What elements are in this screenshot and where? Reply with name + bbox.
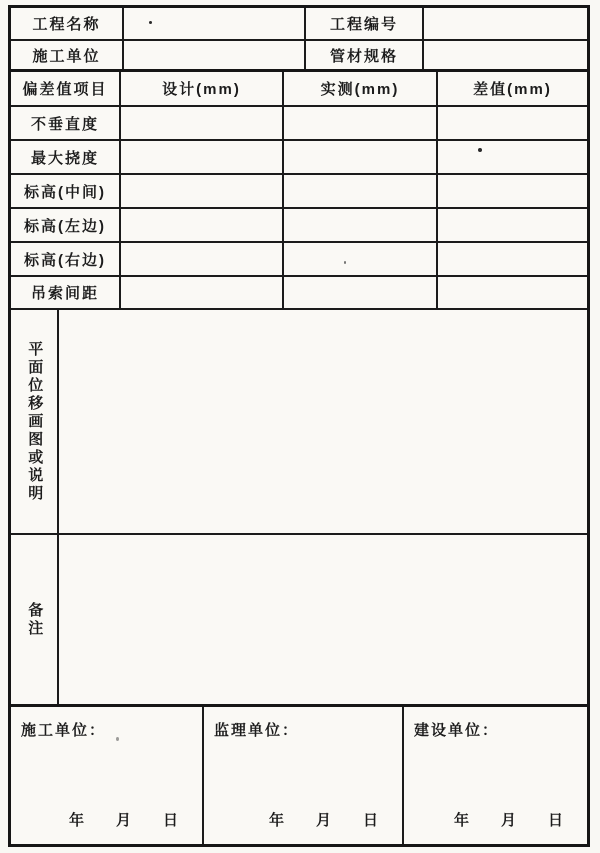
pipe-spec-value-cell[interactable] (424, 41, 587, 69)
day-label: 日 (362, 812, 378, 829)
plane-displacement-section (11, 310, 587, 535)
row-label: 标高(左边) (11, 209, 121, 241)
scan-speck (478, 148, 482, 152)
difference-cell[interactable] (438, 141, 587, 173)
measured-cell[interactable] (284, 107, 438, 139)
table-row-elevation-middle (11, 175, 587, 209)
measured-cell[interactable] (284, 277, 438, 308)
construction-date-line (11, 809, 202, 844)
design-cell[interactable] (121, 175, 284, 207)
supervision-date-line (204, 809, 402, 844)
project-number-label: 工程编号 (306, 8, 424, 39)
measured-header: 实测(mm) (284, 72, 438, 105)
owner-date-line (404, 809, 587, 844)
project-name-label: 工程名称 (11, 8, 124, 39)
design-cell[interactable] (121, 209, 284, 241)
construction-signature-label: 施工单位： (21, 722, 107, 739)
design-header: 设计(mm) (121, 72, 284, 105)
row-label: 吊索间距 (11, 277, 121, 308)
month-label: 月 (315, 812, 331, 829)
deviation-header-row (11, 72, 587, 107)
pipe-spec-label: 管材规格 (306, 41, 424, 69)
month-label: 月 (500, 812, 516, 829)
row-label: 不垂直度 (11, 107, 121, 139)
table-row-verticality (11, 107, 587, 141)
row-label: 标高(右边) (11, 243, 121, 275)
scan-speck (116, 737, 119, 741)
construction-unit-label: 施工单位 (11, 41, 124, 69)
scan-speck (149, 21, 152, 24)
year-label: 年 (453, 812, 469, 829)
supervision-signature-cell[interactable] (204, 707, 404, 844)
scan-speck (344, 261, 346, 264)
day-label: 日 (162, 812, 178, 829)
difference-cell[interactable] (438, 107, 587, 139)
design-cell[interactable] (121, 107, 284, 139)
table-row-elevation-right (11, 243, 587, 277)
signature-row (11, 707, 587, 844)
difference-cell[interactable] (438, 277, 587, 308)
row-label: 标高(中间) (11, 175, 121, 207)
month-label: 月 (115, 812, 131, 829)
remarks-label: 备注 (26, 601, 44, 638)
plane-displacement-label: 平面位移画图或说明 (26, 340, 44, 503)
design-cell[interactable] (121, 141, 284, 173)
measured-cell[interactable] (284, 243, 438, 275)
row-label: 最大挠度 (11, 141, 121, 173)
measured-cell[interactable] (284, 209, 438, 241)
plane-displacement-label-cell (11, 310, 59, 533)
table-row-sling-spacing (11, 277, 587, 310)
info-row-project (11, 8, 587, 41)
plane-displacement-area[interactable] (59, 310, 587, 533)
year-label: 年 (268, 812, 284, 829)
owner-signature-cell[interactable] (404, 707, 587, 844)
year-label: 年 (68, 812, 84, 829)
table-row-elevation-left (11, 209, 587, 243)
design-cell[interactable] (121, 243, 284, 275)
owner-signature-label: 建设单位： (414, 722, 500, 739)
project-number-value-cell[interactable] (424, 8, 587, 39)
remarks-section (11, 535, 587, 707)
measured-cell[interactable] (284, 141, 438, 173)
design-cell[interactable] (121, 277, 284, 308)
remarks-label-cell (11, 535, 59, 704)
deviation-item-header: 偏差值项目 (11, 72, 121, 105)
difference-cell[interactable] (438, 243, 587, 275)
info-row-unit (11, 41, 587, 72)
construction-signature-cell[interactable] (11, 707, 204, 844)
construction-unit-value-cell[interactable] (124, 41, 306, 69)
difference-cell[interactable] (438, 209, 587, 241)
measured-cell[interactable] (284, 175, 438, 207)
difference-header: 差值(mm) (473, 81, 552, 98)
day-label: 日 (547, 812, 563, 829)
difference-cell[interactable] (438, 175, 587, 207)
remarks-area[interactable] (59, 535, 587, 704)
pipe-deviation-record-table (8, 5, 590, 847)
supervision-signature-label: 监理单位： (214, 722, 300, 739)
table-row-deflection (11, 141, 587, 175)
